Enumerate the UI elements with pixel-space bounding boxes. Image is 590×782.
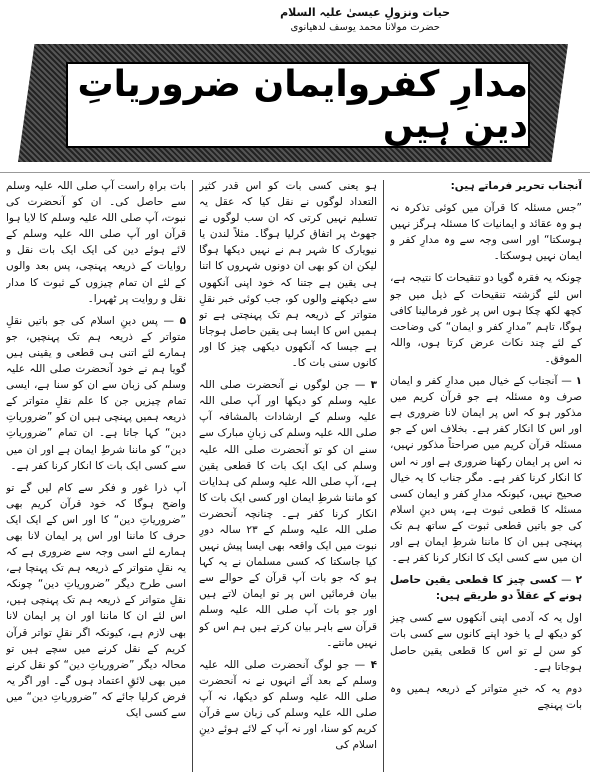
numbered-paragraph: ۱ — آنجناب کے خیال میں مدارِ کفر و ایمان صرف وہ مسئلہ ہے جو قرآن کریم میں مذکور ہو کہ اس پر ایمان لانا ضروری ہے اور اس کا انکار کفر ہے۔ بخلاف اس کے جو مسئلہ قرآن کریم میں صراحتاً مذکور نہیں، نہ اس پر ایمان رکھنا ضروری ہے اور نہ اس کا انکار کرنا کفر ہے۔ مگر جناب کا یہ خیال صحیح نہیں، کیونکہ مدارِ کفر و ایمان کسی مسئلہ کا قطعی ثبوت ہے، پس دینِ اسلام کی جو باتیں قطعی ثبوت کے ساتھ ہم تک پہنچی ہیں ان کا ماننا شرطِ ایمان ہے اور ان میں سے کسی ایک کا انکار کرنا کفر ہے۔ <box>390 375 582 565</box>
paragraph: بات براہِ راست آپ صلی اللہ علیہ وسلم سے حاصل کی۔ ان کو آنحضرت کی نبوت، آپ صلی اللہ علیہ وسلم کا لایا ہوا قرآن اور آپ صلی اللہ علیہ وسلم کے لائے ہوئے دین کی ایک ایک بات نقل و روایات کے ذریعہ پہنچی، پس بعد والوں کے لئے ان تمام چیزوں کے ثبوت کا مدار نقل و روایت پر ٹھہرا۔ <box>6 180 186 305</box>
item-number: ۳ <box>370 379 377 392</box>
numbered-paragraph: ۲ — کسی چیز کا قطعی یقین حاصل ہونے کے عقلاً دو طریقے ہیں: <box>390 574 582 603</box>
series-title: حیات ونزولِ عیسیٰ علیہ السلام <box>280 6 450 19</box>
paragraph: آنجناب تحریر فرماتے ہیں: <box>450 180 582 192</box>
numbered-paragraph: ۴ — جو لوگ آنحضرت صلی اللہ علیہ وسلم کے بعد آئے انہوں نے نہ آنحضرت صلی اللہ علیہ وسلم کو دیکھا، نہ آپ صلی اللہ علیہ وسلم کی زبان سے قرآن کریم کو سنا، اور نہ آپ کے لائے ہوئے دینِ اسلام کی <box>199 658 377 752</box>
item-number: ۴ <box>370 658 377 671</box>
column-right <box>390 178 582 774</box>
column-middle <box>199 178 377 774</box>
paragraph-text: آنجناب کے خیال میں مدارِ کفر و ایمان صرف وہ مسئلہ ہے جو قرآن کریم میں مذکور ہو کہ اس پر ایمان لانا ضروری ہے اور اس کا انکار کفر ہے۔ بخلاف اس کے جو مسئلہ قرآن کریم میں صراحتاً مذکور نہیں، نہ اس پر ایمان رکھنا ضروری ہے اور نہ اس کا انکار کرنا کفر ہے۔ مگر جناب کا یہ خیال صحیح نہیں، کیونکہ مدارِ کفر و ایمان کسی مسئلہ کا قطعی ثبوت ہے، پس دینِ اسلام کی جو باتیں قطعی ثبوت کے ساتھ ہم تک پہنچی ہیں ان کا ماننا شرطِ ایمان ہے اور ان میں سے کسی ایک کا انکار کرنا کفر ہے۔ <box>390 375 582 565</box>
paragraph: ”جس مسئلہ کا قرآن میں کوئی تذکرہ نہ ہو وہ عقائد و ایمانیات کا مسئلہ ہرگز نہیں ہوسکتا“ اور اسی وجہ سے وہ مدارِ کفر و ایمان نہیں ہوسکتا۔ <box>390 202 582 263</box>
paragraph: دوم یہ کہ خبرِ متواتر کے ذریعہ ہمیں وہ بات پہنچے <box>390 682 582 711</box>
item-number: ۵ <box>179 314 186 327</box>
article-title: مدارِ کفروایمان ضروریاتِ دین ہیں <box>77 64 528 146</box>
paragraph-text: جن لوگوں نے آنحضرت صلی اللہ علیہ وسلم کو دیکھا اور آپ صلی اللہ علیہ وسلم کے ارشادات بالمشافہ آپ صلی اللہ علیہ وسلم کی زبانِ مبارک سے سنے ان کو تو آنحضرت صلی اللہ علیہ وسلم کی ایک ایک بات کا قطعی یقین ہے، آپ صلی اللہ علیہ وسلم کی ہدایات کو ماننا شرطِ ایمان اور کسی ایک بات کا انکار کرنا کفر ہے۔ چنانچہ آنحضرت صلی اللہ علیہ وسلم کے ۲۳ سالہ دورِ نبوت میں ایک واقعہ بھی ایسا پیش نہیں کیا جاسکتا کہ کسی مسلمان نے یہ کہا ہو کہ جو بات آپ قرآن کے حوالے سے بیان فرمائیں اس پر تو ایمان لاتے ہیں اور جو بات آپ صلی اللہ علیہ وسلم قرآن سے باہر بیان کرتے ہیں ہم اس کو نہیں مانتے۔ <box>199 379 377 649</box>
column-divider <box>383 180 384 772</box>
numbered-paragraph: ۳ — جن لوگوں نے آنحضرت صلی اللہ علیہ وسلم کو دیکھا اور آپ صلی اللہ علیہ وسلم کے ارشادات بالمشافہ آپ صلی اللہ علیہ وسلم کی زبانِ مبارک سے سنے ان کو تو آنحضرت صلی اللہ علیہ وسلم کی ایک ایک بات کا قطعی یقین ہے، آپ صلی اللہ علیہ وسلم کی ہدایات کو ماننا شرطِ ایمان اور کسی ایک بات کا انکار کرنا کفر ہے۔ چنانچہ آنحضرت صلی اللہ علیہ وسلم کے ۲۳ سالہ دورِ نبوت میں ایک واقعہ بھی ایسا پیش نہیں کیا جاسکتا کہ کسی مسلمان نے یہ کہا ہو کہ جو بات آپ قرآن کے حوالے سے بیان فرمائیں اس پر تو ایمان لاتے ہیں اور جو بات آپ صلی اللہ علیہ وسلم قرآن سے باہر بیان کرتے ہیں ہم اس کو نہیں مانتے۔ <box>199 379 377 649</box>
paragraph: اول یہ کہ آدمی اپنی آنکھوں سے کسی چیز کو دیکھ لے یا خود اپنے کانوں سے کسی بات کو سن لے تو اس کا قطعی یقین حاصل ہوجاتا ہے۔ <box>390 612 582 673</box>
title-box <box>66 62 530 148</box>
numbered-paragraph: ۵ — پس دینِ اسلام کی جو باتیں نقلِ متواتر کے ذریعہ ہم تک پہنچیں، جو ہمارے لئے اتنی ہی قطعی و یقینی ہیں گویا ہم نے خود آنحضرت صلی اللہ علیہ وسلم کی زبان سے ان کو سنا ہے، ایسی تمام چیزیں جن کا علم نقلِ متواتر کے ذریعہ ہمیں پہنچی ہیں ان کو ”ضروریاتِ دین“ کہا جاتا ہے۔ ان تمام ”ضروریاتِ دین“ کو ماننا شرطِ ایمان ہے اور ان میں سے کسی ایک بات کا انکار کرنا کفر ہے۔ <box>6 314 186 472</box>
header-rule <box>0 172 590 173</box>
paragraph: چونکہ یہ فقرہ گویا دو تنقیحات کا نتیجہ ہے، اس لئے گزشتہ تنقیحات کے ذیل میں جو کچھ لکھ چکا ہوں اس پر غور فرمالینا کافی ہوگا، تاہم ”مدارِ کفر و ایمان“ کی وضاحت کے لئے چند نکات عرض کرتا ہوں، واللہ الموفق۔ <box>390 272 582 365</box>
author-line: حضرت مولانا محمد یوسف لدھیانوی <box>290 22 440 33</box>
column-left <box>6 178 186 774</box>
paragraph-text: کسی چیز کا قطعی یقین حاصل ہونے کے عقلاً دو طریقے ہیں: <box>390 574 582 603</box>
paragraph-text: پس دینِ اسلام کی جو باتیں نقلِ متواتر کے ذریعہ ہم تک پہنچیں، جو ہمارے لئے اتنی ہی قطعی و یقینی ہیں گویا ہم نے خود آنحضرت صلی اللہ علیہ وسلم کی زبان سے ان کو سنا ہے، ایسی تمام چیزیں جن کا علم نقلِ متواتر کے ذریعہ ہمیں پہنچی ہیں ان کو ”ضروریاتِ دین“ کہا جاتا ہے۔ ان تمام ”ضروریاتِ دین“ کو ماننا شرطِ ایمان ہے اور ان میں سے کسی ایک بات کا انکار کرنا کفر ہے۔ <box>6 314 186 472</box>
item-number: ۲ <box>575 574 582 587</box>
item-number: ۱ <box>575 375 582 388</box>
paragraph: ہو یعنی کسی بات کو اس قدر کثیر التعداد لوگوں نے نقل کیا کہ عقل یہ تسلیم نہیں کرتی کہ ان سب لوگوں نے جھوٹ پر اتفاق کرلیا ہوگا۔ مثلاً لندن یا نیویارک کا شہر ہم نے نہیں دیکھا ہوگا لیکن ان کو بھی ان دونوں شہروں کا اتنا ہی یقین ہے جتنا کہ خود اپنی آنکھوں سے دیکھنے والوں کو، جب کوئی خبر نقلِ متواتر کے ذریعہ ہم تک پہنچتی ہے تو ہمیں اس کا ایسا ہی یقین حاصل ہوجاتا ہے جیسا کہ آنکھوں دیکھی چیز کا اور کانوں سنی بات کا۔ <box>199 180 377 370</box>
paragraph: آپ ذرا غور و فکر سے کام لیں گے تو واضح ہوگا کہ خود قرآن کریم بھی ”ضروریاتِ دین“ کا اور اس کے ایک ایک حرف کا ماننا اور اس پر ایمان لانا بھی ہمارے لئے اسی وجہ سے ضروری ہے کہ یہ نقلِ متواتر کے ذریعہ ہم تک پہنچا ہے، اسی طرح دیگر ”ضروریاتِ دین“ چونکہ نقلِ متواتر کے ذریعہ ہم تک پہنچی ہیں، اس لئے ان کا ماننا اور ان پر ایمان لانا بھی لازم ہے، کیونکہ اگر نقلِ تواتر قرآن کریم کے نقل کرنے میں سچے ہیں تو محالہ دیگر ”ضروریاتِ دین“ کو نقل کرنے میں بھی لائقِ اعتماد ہوں گے۔ اور اگر یہ فرض کرلیا جائے کہ ”ضروریاتِ دین“ میں سے کسی ایک <box>6 481 186 719</box>
paragraph-text: جو لوگ آنحضرت صلی اللہ علیہ وسلم کے بعد آئے انہوں نے نہ آنحضرت صلی اللہ علیہ وسلم کو دیکھا، نہ آپ صلی اللہ علیہ وسلم کی زبان سے قرآن کریم کو سنا، اور نہ آپ کے لائے ہوئے دینِ اسلام کی <box>199 658 377 752</box>
column-divider <box>192 180 193 772</box>
